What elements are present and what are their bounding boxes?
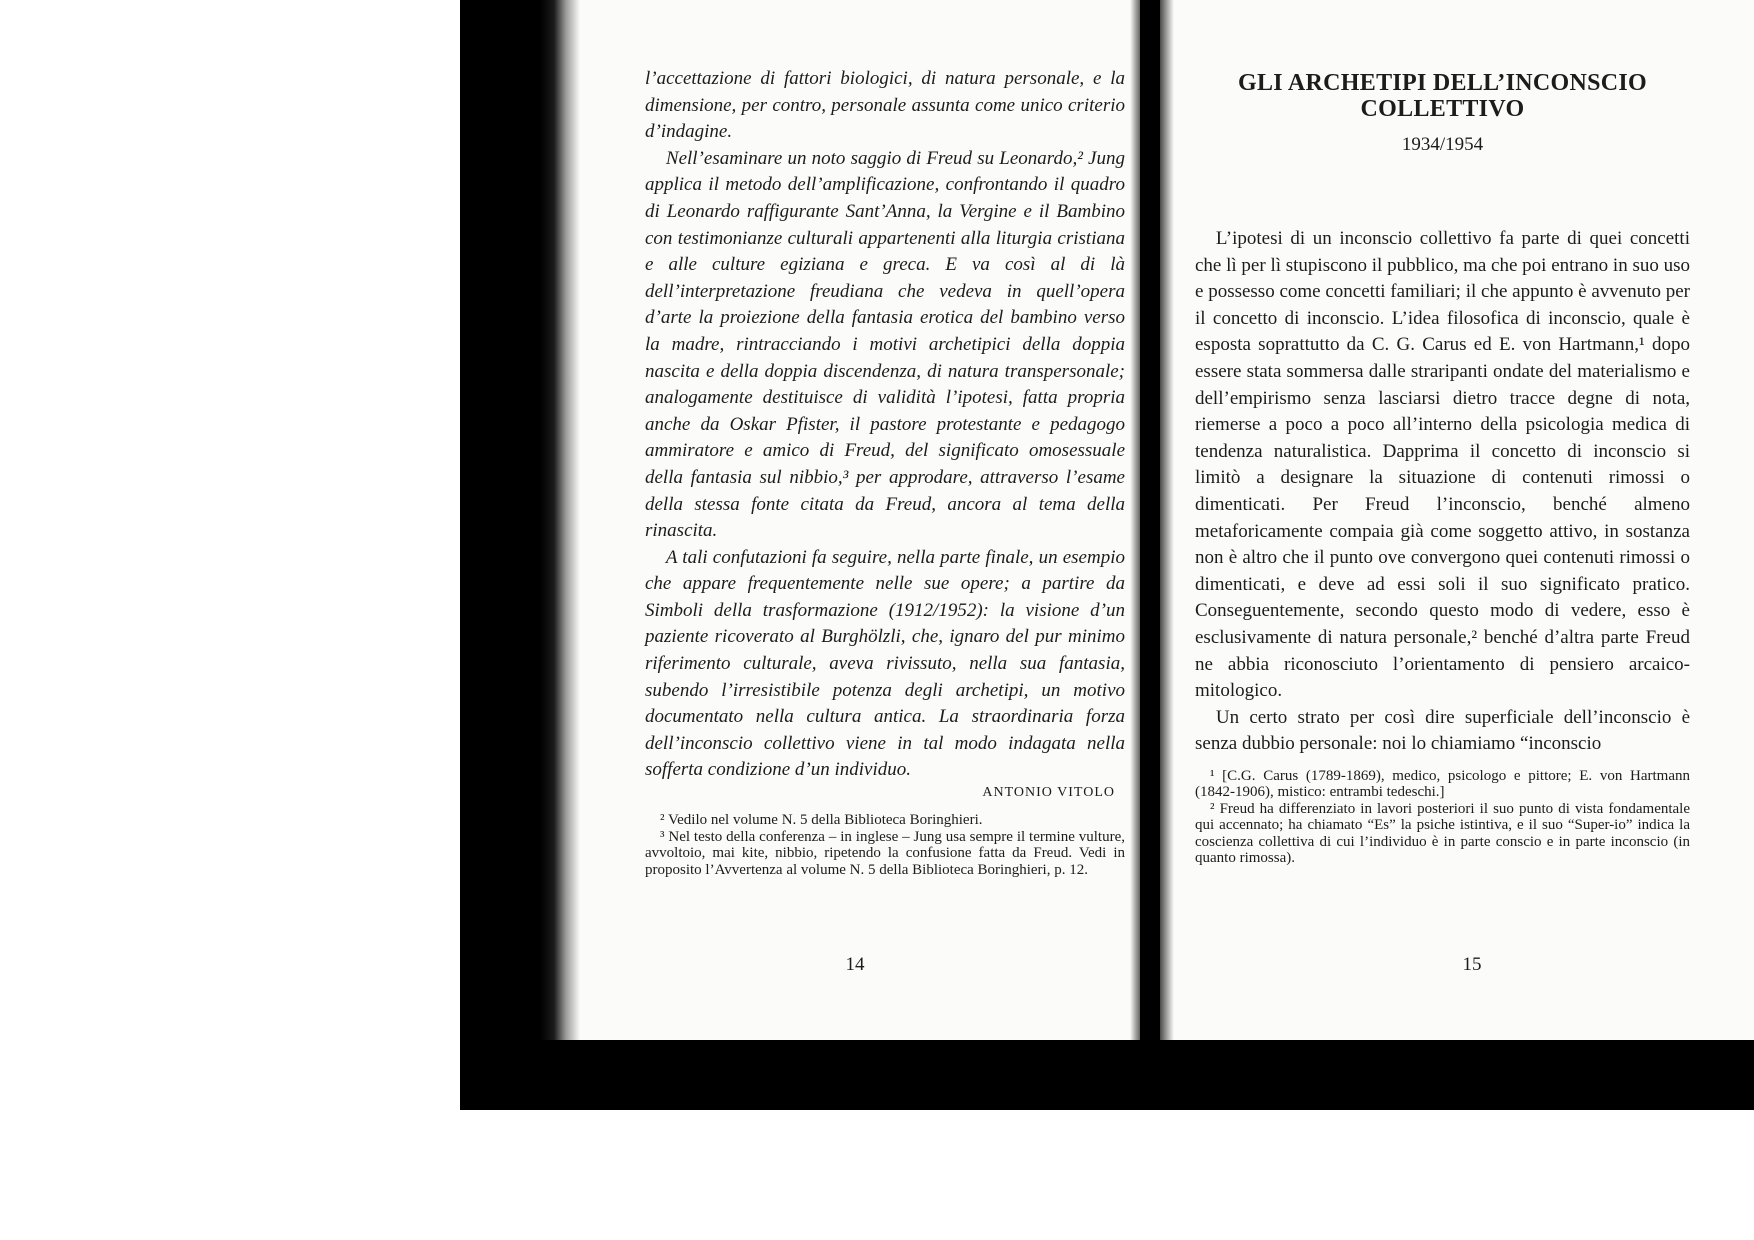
- right-footnote-1: ¹ [C.G. Carus (1789-1869), medico, psicologo e pittore; E. von Hartmann (1842-1906), mistico: entrambi tedeschi.]: [1195, 767, 1690, 801]
- left-page-column: [645, 66, 1125, 878]
- author-signature: ANTONIO VITOLO: [982, 785, 1115, 801]
- right-page-column: [1195, 70, 1690, 867]
- left-paragraph-1: l’accettazione di fattori biologici, di natura personale, e la dimensione, per contro, personale assunta come unico criterio d’indagine.: [645, 68, 1125, 143]
- left-footnote-3: ³ Nel testo della conferenza – in inglese – Jung usa sempre il termine vulture, avvoltoio, mai kite, nibbio, ripetendo la confusione fatta da Freud. Vedi in proposito l’Avvertenza al volume N. 5 della Biblioteca Boringhieri, p. 12.: [645, 828, 1125, 878]
- chapter-title: [1195, 70, 1690, 122]
- left-page-body: [645, 66, 1125, 784]
- left-paragraph-3: A tali confutazioni fa seguire, nella parte finale, un esempio che appare frequentemente nelle sue opere; a partire da Simboli della trasformazione (1912/1952): la visione d’un paziente ricoverato al Burghölzli, che, ignaro del pur minimo riferimento culturale, aveva rivissuto, nella sua fantasia, subendo l’irresistibile potenza degli archetipi, un motivo documentato nella cultura antica. La straordinaria forza dell’inconscio collettivo viene in tal modo indagata nella sofferta condizione d’un individuo.: [645, 546, 1125, 781]
- left-footnote-2: ² Vedilo nel volume N. 5 della Biblioteca Boringhieri.: [660, 812, 983, 829]
- left-page-edge-shadow: [540, 0, 580, 1040]
- chapter-years: 1934/1954: [1401, 134, 1484, 155]
- right-paragraph-2: Un certo strato per così dire superficiale dell’inconscio è senza dubbio personale: noi lo chiamiamo “inconscio: [1195, 706, 1690, 755]
- chapter-title-line-1: GLI ARCHETIPI DELL’INCONSCIO: [1238, 70, 1647, 96]
- right-paragraph-1: L’ipotesi di un inconscio collettivo fa parte di quei concetti che lì per lì stupiscono il pubblico, ma che poi entrano in suo uso e possesso come concetti familiari; il che appunto è avvenuto per il concetto di inconscio. L’idea filosofica di inconscio, quale è esposta soprattutto da C. G. Carus ed E. von Hartmann,¹ dopo essere stata sommersa dalle straripanti ondate del materialismo e dell’empirismo senza lasciarsi dietro tracce degne di nota, riemerse a poco a poco all’interno della psicologia medica di tendenza naturalistica. Dapprima il concetto di inconscio si limitò a designare la situazione di contenuti rimossi o dimenticati. Per Freud l’inconscio, benché almeno metaforicamente compaia già come soggetto attivo, in sostanza non è altro che il punto ove convergono quei contenuti rimossi o dimenticati, e deve ad essi soli il suo significato pratico. Conseguentemente, secondo questo modo di vedere, esso è esclusivamente di natura personale,² benché d’altra parte Freud ne abbia riconosciuto l’orientamento di pensiero arcaico-mitologico.: [1195, 228, 1690, 702]
- left-paragraph-2: Nell’esaminare un noto saggio di Freud su Leonardo,² Jung applica il metodo dell’amplificazione, confrontando il quadro di Leonardo raffigurante Sant’Anna, la Vergine e il Bambino con testimonianze culturali appartenenti alla liturgia cristiana e alle culture egiziana e greca. E va così al di là dell’interpretazione freudiana che vedeva in quell’opera d’arte la proiezione della fantasia erotica del bambino verso la madre, rintracciando i motivi archetipici della doppia nascita e della doppia discendenza, di natura transpersonale; analogamente destituisce di validità l’ipotesi, fatta propria anche da Oskar Pfister, il pastore protestante e pedagogo ammiratore e amico di Freud, del significato omosessuale della fantasia sul nibbio,³ per approdare, attraverso l’esame della stessa fonte citata da Freud, ancora al tema della rinascita.: [645, 147, 1125, 542]
- right-page-number: 15: [1462, 954, 1482, 975]
- right-page: [1160, 0, 1754, 1040]
- right-page-body: [1195, 226, 1690, 758]
- right-footnote-2: ² Freud ha differenziato in lavori posteriori il suo punto di vista fondamentale qui accennato; ha chiamato “Es” la psiche istintiva, e il suo “Super-io” indica la coscienza collettiva di cui l’individuo è in parte conscio e in parte inconscio (in quanto rimossa).: [1195, 800, 1690, 867]
- left-page: [540, 0, 1140, 1040]
- right-page-footnotes: [1195, 768, 1690, 867]
- left-page-number: 14: [845, 954, 865, 975]
- chapter-title-line-2: COLLETTIVO: [1360, 96, 1525, 122]
- left-page-footnotes: [645, 812, 1125, 878]
- right-page-gutter-shadow: [1160, 0, 1174, 1040]
- left-page-gutter-shadow: [1130, 0, 1140, 1040]
